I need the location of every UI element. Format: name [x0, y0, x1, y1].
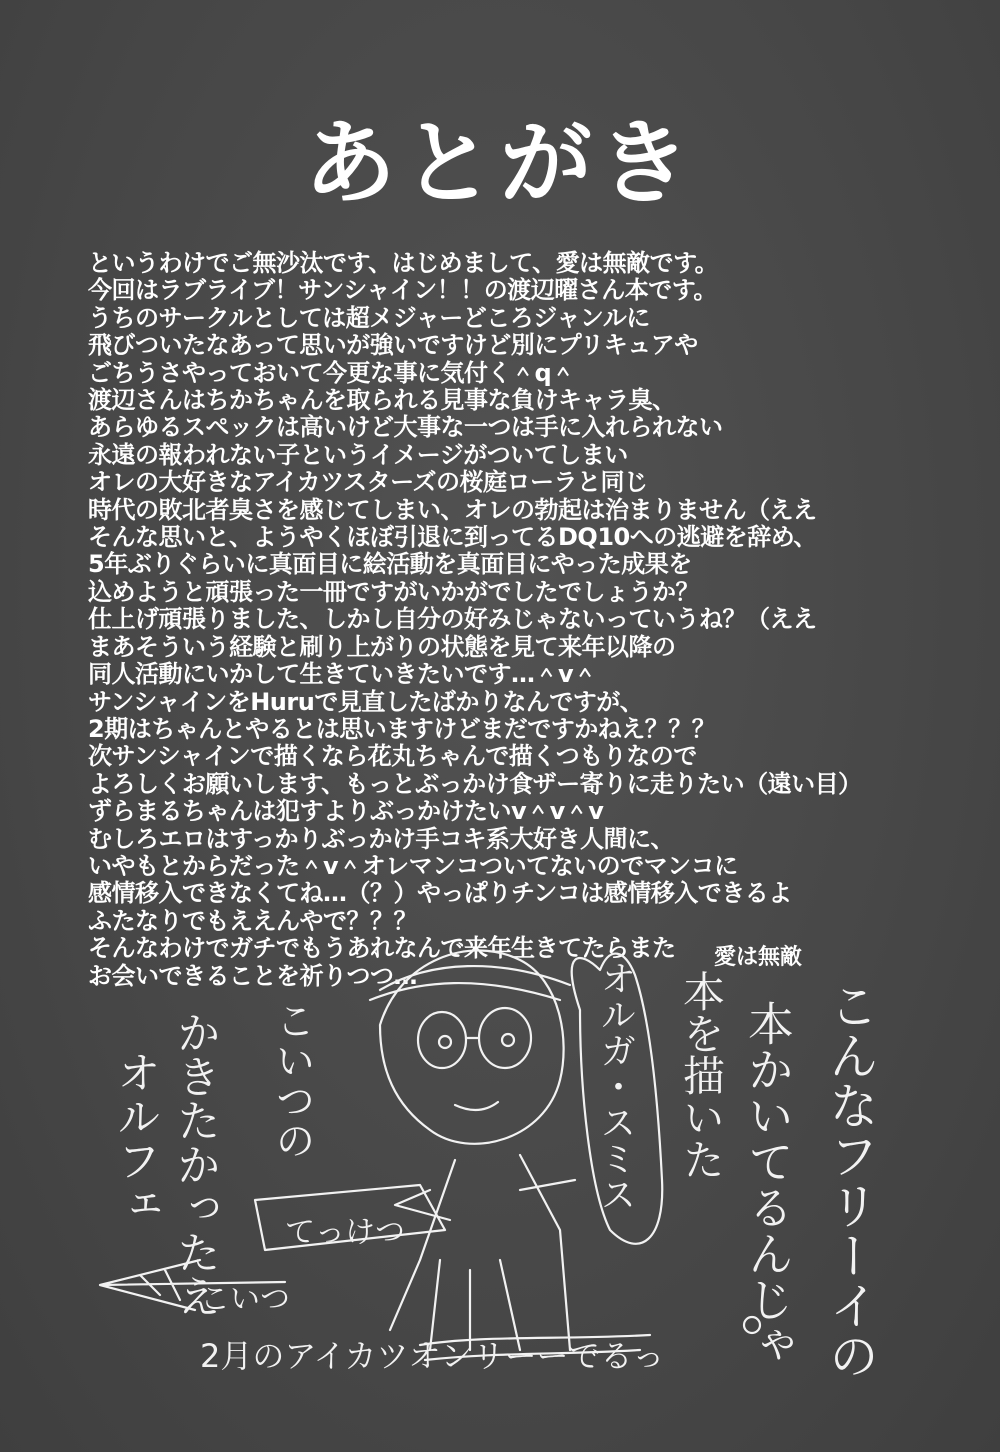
body-line: 同人活動にいかして生きていきたいです…＾v＾	[88, 661, 597, 689]
doodle-bottom-line: 2月のアイカツオンリーーでるっ	[200, 1337, 665, 1375]
body-line: 今回はラブライブ！サンシャイン！！の渡辺曜さん本です。	[88, 277, 717, 305]
body-line: よろしくお願いします、もっとぶっかけ食ザー寄りに走りたい（遠い目）	[88, 770, 862, 798]
body-line: あらゆるスペックは高いけど大事な一つは手に入れられない	[88, 414, 723, 442]
body-line: うちのサークルとしては超メジャーどころジャンルに	[88, 304, 650, 332]
body-line: 仕上げ頑張りました、しかし自分の好みじゃないっていうね？（ええ	[88, 606, 817, 634]
doodle-text-far-left: オルフェ	[109, 1050, 160, 1226]
doodle-pupil-left	[439, 1036, 451, 1048]
doodle-arm	[395, 1180, 575, 1220]
body-line: 次サンシャインで描くなら花丸ちゃんで描くつもりなので	[88, 743, 697, 771]
body-line: 時代の敗北者臭さを感じてしまい、オレの勃起は治まりません（ええ	[88, 496, 817, 524]
doodle-mouth	[455, 1102, 498, 1110]
body-line: 渡辺さんはちかちゃんを取られる見事な負けキャラ臭、	[88, 387, 676, 415]
page-title: あとがき	[303, 110, 696, 217]
doodle-text-far-right: こんなフリーイの	[821, 980, 879, 1380]
body-line: オレの大好きなアイカツスターズの桜庭ローラと同じ	[88, 469, 648, 497]
body-line: そんな思いと、ようやくほぼ引退に到ってるDQ10への逃避を辞め、	[88, 524, 817, 552]
doodle-arrow-label: こいつ	[200, 1282, 290, 1317]
body-line: サンシャインをHuruで見直したばかりなんですが、	[88, 688, 644, 716]
body-line: お会いできることを祈りつつ…	[88, 962, 417, 990]
doodle-text-bubble: オルガ・スミス	[595, 960, 636, 1212]
doodle-text-left: かきたかったえ	[169, 1010, 220, 1318]
body-line: むしろエロはすっかりぶっかけ手コキ系大好き人間に、	[88, 825, 675, 853]
doodle-text-center: 本を描いた	[677, 970, 726, 1180]
body-line: 込めようと頑張った一冊ですがいかがでしたでしょうか？	[88, 578, 699, 606]
afterword-body	[88, 250, 968, 990]
body-line: 感情移入できなくてね…（？）やっぱりチンコは感情移入できるよ	[88, 880, 792, 908]
body-line: 飛びついたなあって思いが強いですけど別にプリキュアや	[88, 332, 698, 360]
doodle-text-right-mid: 本かいてるんじゃ	[741, 1000, 795, 1368]
body-line: いやもとからだった＾v＾オレマンコついてないのでマンコに	[88, 852, 738, 880]
doodle-pupil-right	[502, 1034, 514, 1046]
doodle-hair	[370, 966, 570, 1000]
body-line: ごちうさやっておいて今更な事に気付く＾q＾	[88, 359, 575, 387]
body-line: 2期はちゃんとやるとは思いますけどまだですかねえ？？？	[88, 715, 716, 743]
body-line: そんなわけでガチでもうあれなんで来年生きてたらまた	[88, 935, 676, 963]
body-line: ふたなりでもええんやで？？？	[88, 907, 417, 935]
doodle-banner-text: てっけつ	[285, 1215, 405, 1250]
author-signature: 愛は無敵	[714, 945, 803, 970]
doodle-glasses-right	[479, 1008, 531, 1068]
body-line: まあそういう経験と刷り上がりの状態を見て来年以降の	[88, 633, 676, 661]
body-line: 5年ぶりぐらいに真面目に絵活動を真面目にやった成果を	[88, 551, 692, 579]
body-line: というわけでご無沙汰です、はじめまして、愛は無敵です。	[88, 250, 719, 277]
doodle-head	[380, 950, 564, 1143]
doodle-glasses-left	[418, 1012, 466, 1068]
doodle-text-mid: こいつの	[269, 1000, 315, 1160]
body-line: ずらまるちゃんは犯すよりぶっかけたいv＾v＾v	[88, 798, 604, 826]
body-line: 永遠の報われない子というイメージがついてしまい	[88, 441, 628, 469]
